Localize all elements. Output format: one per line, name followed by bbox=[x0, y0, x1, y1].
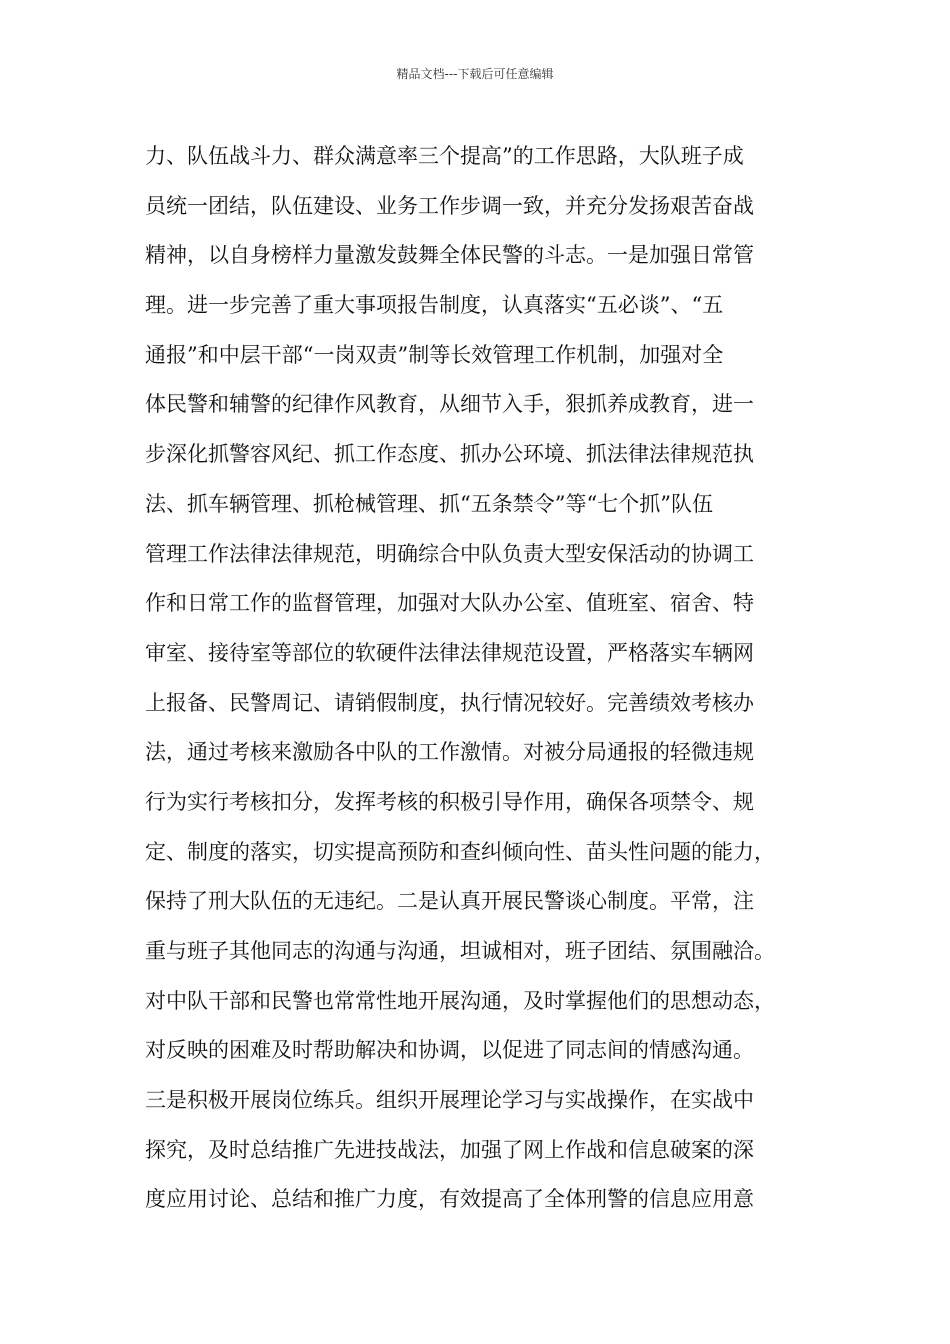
text-line: 重与班子其他同志的沟通与沟通，坦诚相对，班子团结、氛围融洽。 bbox=[145, 939, 775, 963]
text-line: 对反映的困难及时帮助解决和协调，以促进了同志间的情感沟通。 bbox=[145, 1038, 754, 1063]
text-line: 行为实行考核扣分，发挥考核的积极引导作用，确保各项禁令、规 bbox=[145, 789, 754, 814]
text-line: 理。进一步完善了重大事项报告制度，认真落实“五必谈”、“五 bbox=[145, 293, 724, 318]
text-line: 管理工作法律法律规范，明确综合中队负责大型安保活动的协调工 bbox=[145, 541, 754, 566]
body-paragraph bbox=[145, 132, 825, 1225]
text-line: 审室、接待室等部位的软硬件法律法律规范设置，严格落实车辆网 bbox=[145, 640, 754, 665]
text-line: 三是积极开展岗位练兵。组织开展理论学习与实战操作，在实战中 bbox=[145, 1088, 754, 1113]
text-line: 步深化抓警容风纪、抓工作态度、抓办公环境、抓法律法律规范执 bbox=[145, 442, 754, 467]
text-line: 定、制度的落实，切实提高预防和查纠倾向性、苗头性问题的能力， bbox=[145, 839, 775, 864]
text-line: 体民警和辅警的纪律作风教育，从细节入手，狠抓养成教育，进一 bbox=[145, 392, 754, 417]
text-line: 通报”和中层干部“一岗双责”制等长效管理工作机制，加强对全 bbox=[145, 342, 724, 367]
text-line: 保持了刑大队伍的无违纪。二是认真开展民警谈心制度。平常，注 bbox=[145, 889, 754, 914]
text-line: 法、抓车辆管理、抓枪械管理、抓“五条禁令”等“七个抓”队伍 bbox=[145, 491, 713, 516]
text-line: 精神，以自身榜样力量激发鼓舞全体民警的斗志。一是加强日常管 bbox=[145, 243, 754, 268]
page-header: 精品文档---下载后可任意编辑 bbox=[396, 67, 554, 81]
text-line: 作和日常工作的监督管理，加强对大队办公室、值班室、宿舍、特 bbox=[145, 591, 754, 616]
text-line: 员统一团结，队伍建设、业务工作步调一致，并充分发扬艰苦奋战 bbox=[145, 193, 754, 218]
text-line: 力、队伍战斗力、群众满意率三个提高”的工作思路，大队班子成 bbox=[145, 144, 744, 168]
text-line: 对中队干部和民警也常常性地开展沟通，及时掌握他们的思想动态， bbox=[145, 988, 775, 1013]
text-line: 法，通过考核来激励各中队的工作激情。对被分局通报的轻微违规 bbox=[145, 740, 754, 765]
text-line: 度应用讨论、总结和推广力度，有效提高了全体刑警的信息应用意 bbox=[145, 1187, 754, 1212]
text-line: 探究，及时总结推广先进技战法，加强了网上作战和信息破案的深 bbox=[145, 1137, 754, 1162]
text-line: 上报备、民警周记、请销假制度，执行情况较好。完善绩效考核办 bbox=[145, 690, 754, 715]
